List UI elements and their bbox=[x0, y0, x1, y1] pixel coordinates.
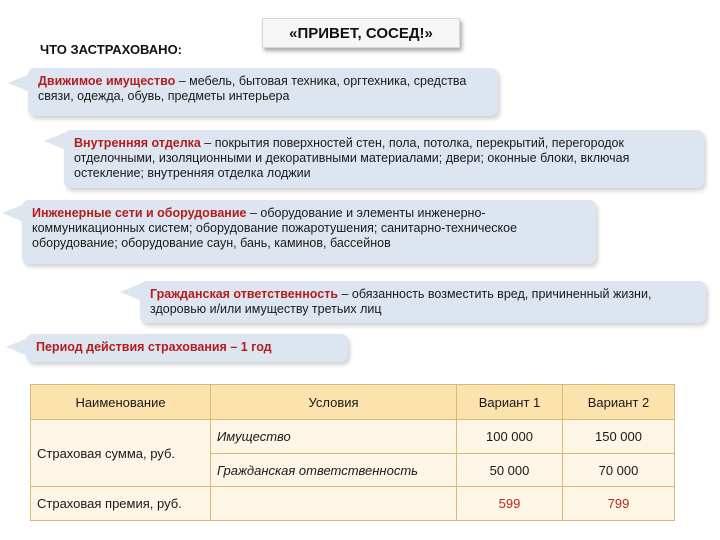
variant-2-value: 70 000 bbox=[563, 454, 675, 487]
table-row bbox=[31, 487, 675, 521]
table-header-row bbox=[31, 385, 675, 420]
condition-cell: Имущество bbox=[211, 420, 457, 454]
callout-term: Внутренняя отделка bbox=[74, 136, 201, 150]
condition-cell: Гражданская ответственность bbox=[211, 454, 457, 487]
premium-variant-1: 599 bbox=[457, 487, 563, 521]
premium-variant-2: 799 bbox=[563, 487, 675, 521]
premium-condition-empty bbox=[211, 487, 457, 521]
callout-text: – покрытия поверхностей стен, пола, потолка, перекрытий, перегородок отделочными, изоляционными и декоративными материалами; двери; оконные блоки, включая остекление; внутренняя отделка лоджии bbox=[74, 136, 630, 180]
callout-term: Движимое имущество bbox=[38, 74, 176, 88]
column-header-conditions: Условия bbox=[211, 385, 457, 420]
column-header-variant-2: Вариант 2 bbox=[563, 385, 675, 420]
section-subtitle: ЧТО ЗАСТРАХОВАНО: bbox=[40, 42, 183, 57]
callout-term: Инженерные сети и оборудование bbox=[32, 206, 247, 220]
sum-insured-label: Страховая сумма, руб. bbox=[31, 420, 211, 487]
callout-civil-liability bbox=[140, 281, 706, 323]
premium-label: Страховая премия, руб. bbox=[31, 487, 211, 521]
variant-2-value: 150 000 bbox=[563, 420, 675, 454]
table-row bbox=[31, 420, 675, 454]
callout-text: – обязанность возместить вред, причиненный жизни, здоровью и/или имуществу третьих лиц bbox=[150, 287, 652, 316]
variant-1-value: 50 000 bbox=[457, 454, 563, 487]
page-title-text: «ПРИВЕТ, СОСЕД!» bbox=[289, 24, 433, 42]
callout-insurance-period bbox=[26, 334, 348, 362]
callout-text: – мебель, бытовая техника, оргтехника, средства связи, одежда, обувь, предметы интерьера bbox=[38, 74, 467, 103]
callout-movable-property bbox=[28, 68, 498, 116]
column-header-name: Наименование bbox=[31, 385, 211, 420]
callout-text: – оборудование и элементы инженерно-коммуникационных систем; оборудование пожаротушения; санитарно-техническое оборудование; оборудование саун, бань, каминов, бассейнов bbox=[32, 206, 518, 250]
callout-term: Гражданская ответственность bbox=[150, 287, 339, 301]
insurance-period-text: Период действия страхования – 1 год bbox=[36, 340, 272, 354]
insurance-variants-table bbox=[30, 384, 675, 521]
variant-1-value: 100 000 bbox=[457, 420, 563, 454]
page-title bbox=[262, 18, 460, 48]
callout-engineering-systems bbox=[22, 200, 596, 264]
column-header-variant-1: Вариант 1 bbox=[457, 385, 563, 420]
callout-interior-finish bbox=[64, 130, 704, 188]
